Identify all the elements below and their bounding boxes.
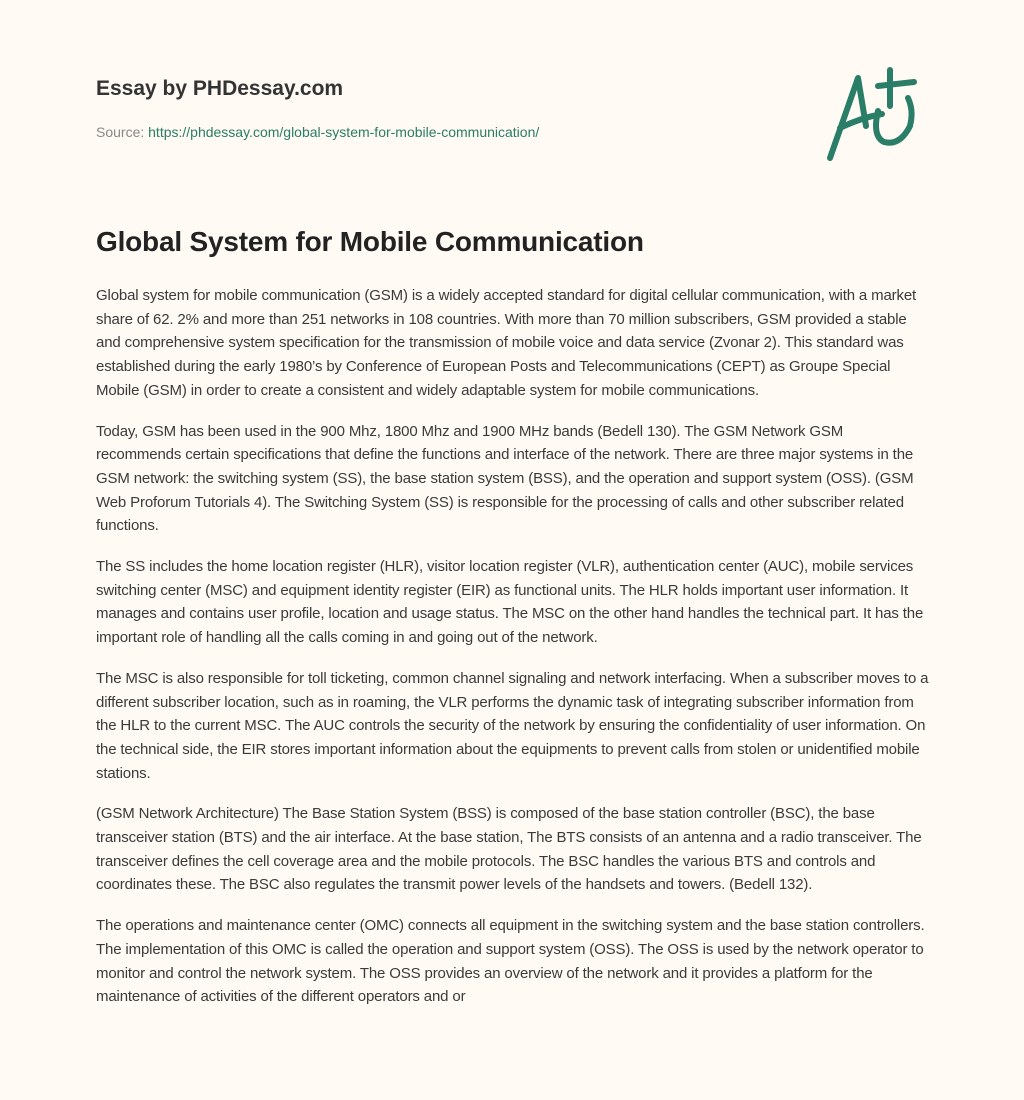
- paragraph: (GSM Network Architecture) The Base Station System (BSS) is composed of the base station controller (BSC), the base transceiver station (BTS) and the air interface. At the base station, The BTS consists of an antenna and a radio transceiver. The transceiver defines the cell coverage area and the mobile protocols. The BSC handles the various BTS and controls and coordinates these. The BSC also regulates the transmit power levels of the handsets and towers. (Bedell 132).: [96, 805, 922, 894]
- paragraph: The operations and maintenance center (OMC) connects all equipment in the switching system and the base station controllers. The implementation of this OMC is called the operation and support system (OSS). The OSS is used by the network operator to monitor and control the network system. The OSS provides an overview of the network and it provides a platform for the maintenance of activities of the different operators and or: [96, 917, 925, 1006]
- source-line: [96, 124, 539, 140]
- paragraph: Today, GSM has been used in the 900 Mhz, 1800 Mhz and 1900 MHz bands (Bedell 130). The GSM Network GSM recommends certain specifications that define the functions and interface of the network. There are three major systems in the GSM network: the switching system (SS), the base station system (BSS), and the operation and support system (OSS). (GSM Web Proforum Tutorials 4). The Switching System (SS) is responsible for the processing of calls and other subscriber related functions.: [96, 422, 914, 535]
- article-body: [96, 284, 932, 1026]
- site-brand: Essay by PHDessay.com: [96, 77, 344, 100]
- paragraph: The MSC is also responsible for toll ticketing, common channel signaling and network interfacing. When a subscriber moves to a different subscriber location, such as in roaming, the VLR performs the dynamic task of integrating subscriber information from the HLR to the current MSC. The AUC controls the security of the network by ensuring the confidentiality of user information. On the technical side, the EIR stores important information about the equipments to prevent calls from stolen or unidentified mobile stations.: [96, 669, 929, 782]
- paragraph: Global system for mobile communication (GSM) is a widely accepted standard for digital cellular communication, with a market share of 62. 2% and more than 251 networks in 108 countries. With more than 70 million subscribers, GSM provided a stable and comprehensive system specification for the transmission of mobile voice and data service (Zvonar 2). This standard was established during the early 1980’s by Conference of European Posts and Telecommunications (CEPT) as Groupe Special Mobile (GSM) in order to create a consistent and widely adaptable system for mobile communications.: [96, 287, 917, 399]
- source-label: Source:: [96, 124, 149, 140]
- a-plus-logo-icon: [820, 66, 930, 166]
- article-title: Global System for Mobile Communication: [96, 226, 644, 257]
- paragraph: The SS includes the home location register (HLR), visitor location register (VLR), authentication center (AUC), mobile services switching center (MSC) and equipment identity register (EIR) as functional units. The HLR holds important user information. It manages and contains user profile, location and usage status. The MSC on the other hand handles the technical part. It has the important role of handling all the calls coming in and going out of the network.: [96, 558, 924, 647]
- source-link[interactable]: https://phdessay.com/global-system-for-mobile-communication/: [148, 124, 540, 140]
